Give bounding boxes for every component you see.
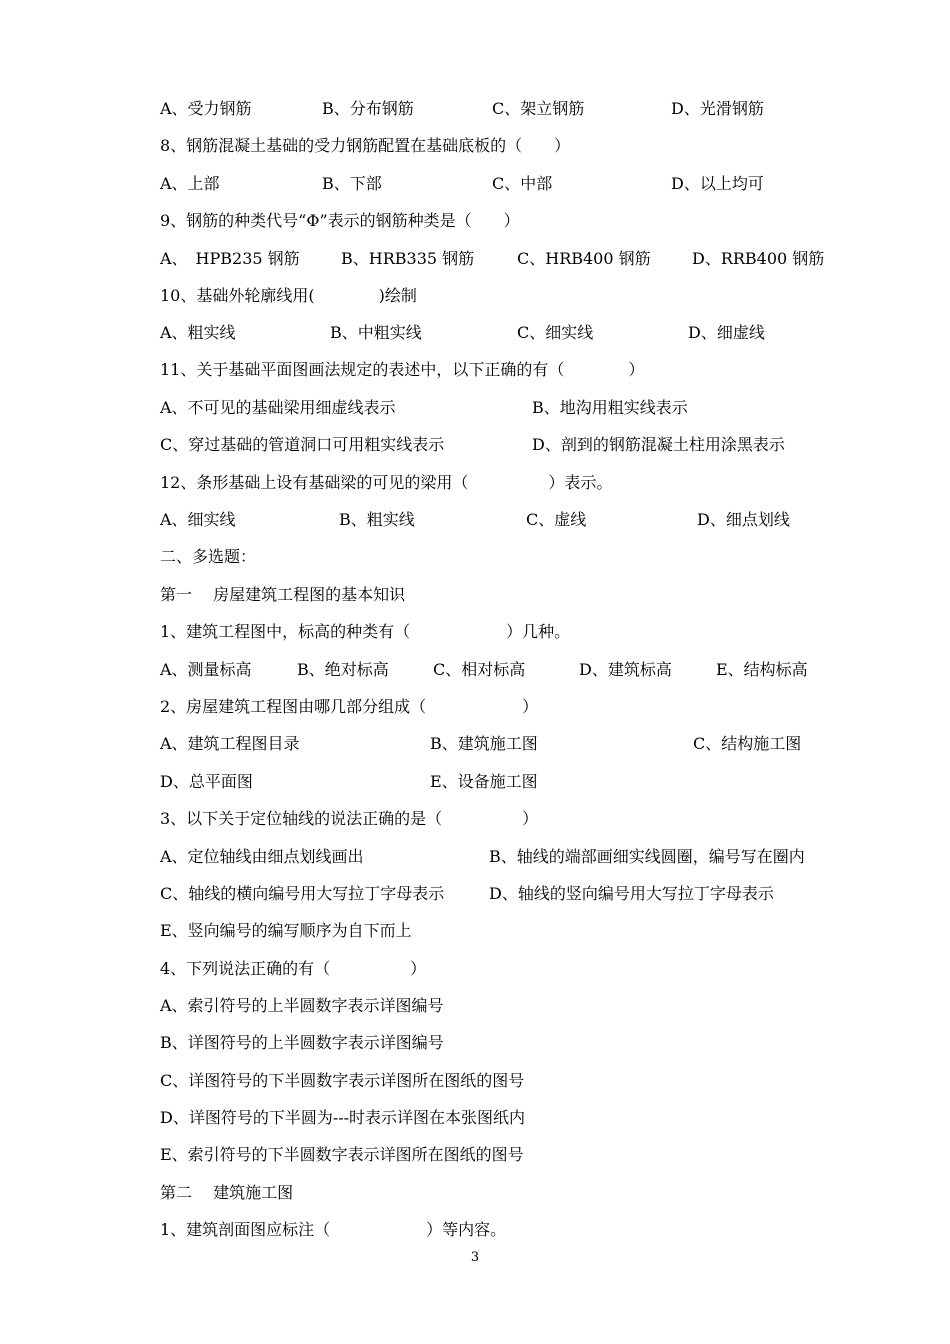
question-text: 11、关于基础平面图画法规定的表述中，以下正确的有（ ） [160, 360, 645, 379]
question-text: 2、房屋建筑工程图由哪几部分组成（ ） [160, 697, 539, 716]
option-c: C、虚线 [526, 510, 587, 529]
option-b: B、建筑施工图 [430, 734, 538, 753]
option-e: E、索引符号的下半圆数字表示详图所在图纸的图号 [160, 1145, 524, 1164]
option-d: D、细点划线 [697, 510, 790, 529]
m4-option-b-row [0, 1031, 950, 1055]
q7-options-row [0, 97, 950, 121]
q12-options-row [0, 508, 950, 532]
part-title: 第一 房屋建筑工程图的基本知识 [160, 585, 406, 604]
option-d: D、光滑钢筋 [671, 99, 764, 118]
question-text: 4、下列说法正确的有（ ） [160, 959, 427, 978]
option-d: D、总平面图 [160, 772, 253, 791]
part2-question-1-stem [0, 1218, 950, 1242]
option-b: B、粗实线 [339, 510, 415, 529]
option-a: A、 HPB235 钢筋 [160, 249, 300, 268]
question-text: 1、建筑工程图中，标高的种类有（ ）几种。 [160, 622, 571, 641]
question-9-stem [0, 209, 950, 233]
m4-option-d-row [0, 1106, 950, 1130]
multi-question-2-stem [0, 695, 950, 719]
multi-question-1-stem [0, 620, 950, 644]
option-b: B、轴线的端部画细实线圆圈，编号写在圈内 [489, 847, 805, 866]
option-c: C、穿过基础的管道洞口可用粗实线表示 [160, 435, 445, 454]
option-d: D、轴线的竖向编号用大写拉丁字母表示 [489, 884, 774, 903]
m3-options-row-2 [0, 882, 950, 906]
option-c: C、结构施工图 [693, 734, 802, 753]
option-e: E、竖向编号的编写顺序为自下而上 [160, 921, 412, 940]
option-a: A、索引符号的上半圆数字表示详图编号 [160, 996, 444, 1015]
option-d: D、细虚线 [688, 323, 765, 342]
m4-option-a-row [0, 994, 950, 1018]
multi-question-4-stem [0, 957, 950, 981]
option-a: A、定位轴线由细点划线画出 [160, 847, 364, 866]
section-heading-multiple-choice [0, 545, 950, 569]
option-c: C、HRB400 钢筋 [517, 249, 651, 268]
part-heading-2 [0, 1181, 950, 1205]
m3-options-row-1 [0, 845, 950, 869]
m1-options-row [0, 658, 950, 682]
question-text: 10、基础外轮廓线用( )绘制 [160, 286, 417, 305]
option-b: B、详图符号的上半圆数字表示详图编号 [160, 1033, 444, 1052]
option-b: B、中粗实线 [330, 323, 422, 342]
m2-options-row-2 [0, 770, 950, 794]
option-a: A、建筑工程图目录 [160, 734, 300, 753]
option-a: A、细实线 [160, 510, 236, 529]
option-a: A、不可见的基础梁用细虚线表示 [160, 398, 396, 417]
m3-options-row-3 [0, 919, 950, 943]
question-8-stem [0, 134, 950, 158]
question-text: 12、条形基础上设有基础梁的可见的梁用（ ）表示。 [160, 473, 613, 492]
option-a: A、受力钢筋 [160, 99, 252, 118]
option-a: A、上部 [160, 174, 220, 193]
option-d: D、剖到的钢筋混凝土柱用涂黑表示 [532, 435, 785, 454]
question-10-stem [0, 284, 950, 308]
option-d: D、详图符号的下半圆为---时表示详图在本张图纸内 [160, 1108, 526, 1127]
multi-question-3-stem [0, 807, 950, 831]
question-text: 3、以下关于定位轴线的说法正确的是（ ） [160, 809, 539, 828]
m2-options-row-1 [0, 732, 950, 756]
option-c: C、相对标高 [433, 660, 526, 679]
option-c: C、细实线 [517, 323, 594, 342]
option-d: D、以上均可 [671, 174, 764, 193]
option-b: B、绝对标高 [297, 660, 389, 679]
section-title: 二、多选题： [160, 547, 257, 566]
part-title: 第二 建筑施工图 [160, 1183, 294, 1202]
option-a: A、粗实线 [160, 323, 236, 342]
option-b: B、分布钢筋 [322, 99, 414, 118]
question-text: 8、钢筋混凝土基础的受力钢筋配置在基础底板的（ ） [160, 136, 571, 155]
page-number: 3 [470, 1250, 480, 1265]
q11-options-row-2 [0, 433, 950, 457]
option-c: C、详图符号的下半圆数字表示详图所在图纸的图号 [160, 1071, 525, 1090]
option-b: B、下部 [322, 174, 382, 193]
q8-options-row [0, 172, 950, 196]
q9-options-row [0, 247, 950, 271]
option-c: C、中部 [492, 174, 553, 193]
question-text: 9、钢筋的种类代号“Φ”表示的钢筋种类是（ ） [160, 211, 520, 230]
q10-options-row [0, 321, 950, 345]
option-d: D、建筑标高 [579, 660, 672, 679]
question-12-stem [0, 471, 950, 495]
question-11-stem [0, 358, 950, 382]
question-text: 1、建筑剖面图应标注（ ）等内容。 [160, 1220, 507, 1239]
option-c: C、架立钢筋 [492, 99, 585, 118]
m4-option-c-row [0, 1069, 950, 1093]
m4-option-e-row [0, 1143, 950, 1167]
option-e: E、结构标高 [716, 660, 808, 679]
option-b: B、地沟用粗实线表示 [532, 398, 688, 417]
q11-options-row-1 [0, 396, 950, 420]
part-heading-1 [0, 583, 950, 607]
option-e: E、设备施工图 [430, 772, 538, 791]
option-c: C、轴线的横向编号用大写拉丁字母表示 [160, 884, 445, 903]
option-a: A、测量标高 [160, 660, 252, 679]
option-b: B、HRB335 钢筋 [341, 249, 475, 268]
option-d: D、RRB400 钢筋 [692, 249, 825, 268]
